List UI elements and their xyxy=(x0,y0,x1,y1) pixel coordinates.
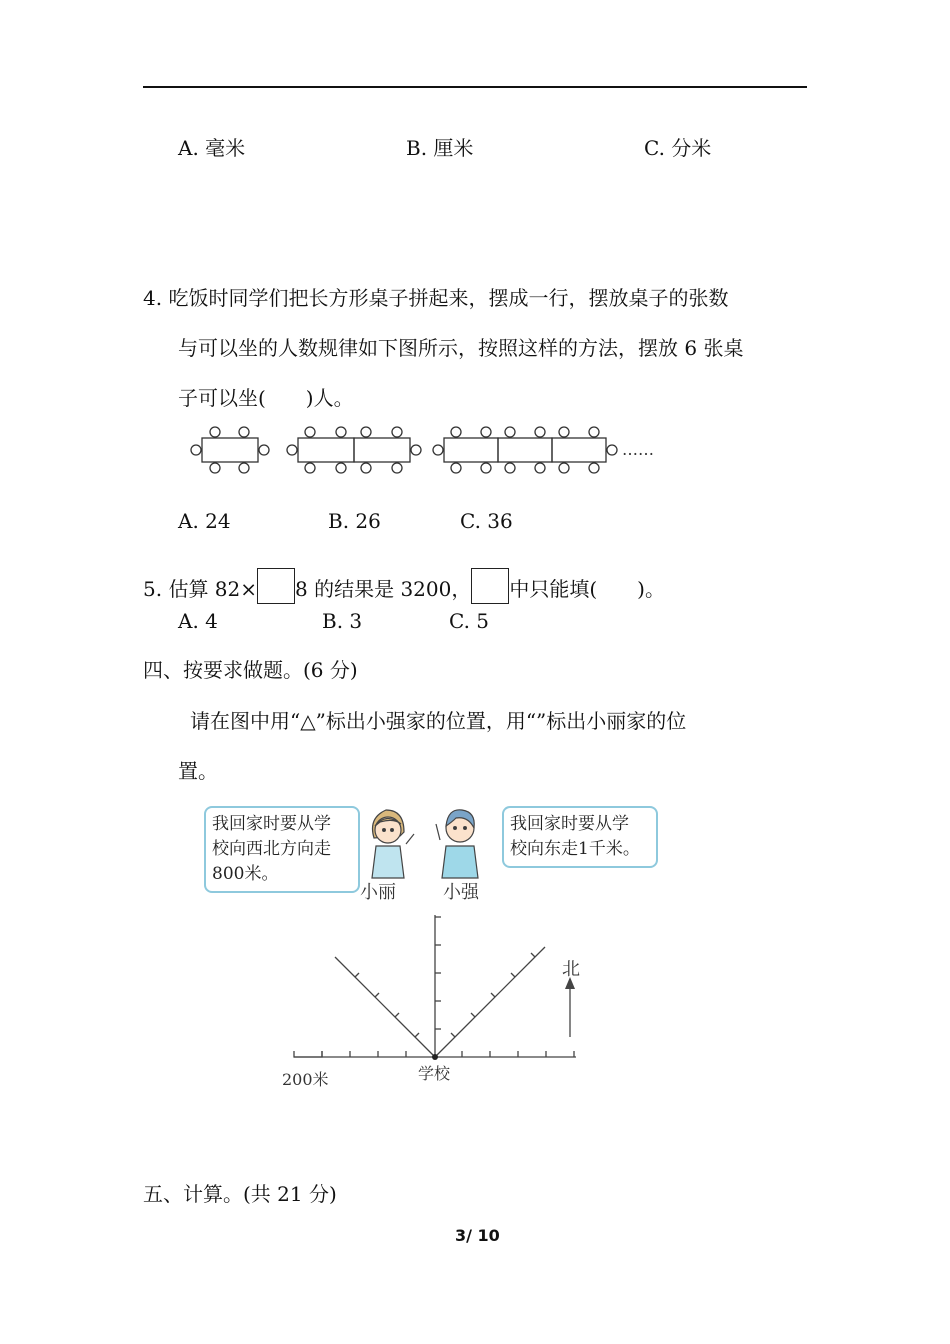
northwest-ray xyxy=(335,957,435,1057)
section4-text-line2: 置。 xyxy=(178,759,218,783)
section4-heading: 四、按要求做题。(6 分) xyxy=(143,658,358,682)
axis-ticks xyxy=(322,1051,574,1057)
table-pattern-figure xyxy=(186,422,666,478)
q3-option-c[interactable]: C. 分米 xyxy=(644,136,712,160)
children-illustration xyxy=(360,800,490,880)
blank-box-2[interactable] xyxy=(471,568,509,604)
scale-bar xyxy=(294,1051,322,1057)
page-number: 3/ 10 xyxy=(455,1226,500,1245)
name-xiaoqiang: 小强 xyxy=(443,882,479,903)
boy-figure xyxy=(436,810,478,878)
q3-option-b[interactable]: B. 厘米 xyxy=(406,136,474,160)
girl-figure xyxy=(372,810,414,878)
bubble-left-line3: 800米。 xyxy=(212,864,279,884)
direction-map xyxy=(280,905,600,1100)
bubble-right-line1: 我回家时要从学 xyxy=(510,814,629,834)
blank-box-1[interactable] xyxy=(257,568,295,604)
q4-text-line3: 子可以坐( )人。 xyxy=(178,386,354,410)
northeast-ray xyxy=(435,947,545,1057)
q5-option-c[interactable]: C. 5 xyxy=(449,609,490,633)
scale-label: 200米 xyxy=(282,1070,329,1089)
q5-text-part3: 中只能填( )。 xyxy=(509,577,665,601)
q4-text-line2: 与可以坐的人数规律如下图所示，按照这样的方法，摆放 6 张桌 xyxy=(178,336,744,360)
pattern-ellipsis: …… xyxy=(622,440,654,459)
bubble-left-line1: 我回家时要从学 xyxy=(212,814,331,834)
table-group-3 xyxy=(433,427,617,473)
bubble-right-line2: 校向东走1千米。 xyxy=(510,839,640,859)
q3-option-a[interactable]: A. 毫米 xyxy=(178,136,246,160)
section4-text-line1: 请在图中用“△”标出小强家的位置，用“”标出小丽家的位 xyxy=(190,709,687,733)
q5-option-a[interactable]: A. 4 xyxy=(178,609,218,633)
bubble-left-line2: 校向西北方向走 xyxy=(212,839,331,859)
north-label: 北 xyxy=(562,959,580,980)
school-point xyxy=(432,1054,438,1060)
top-rule xyxy=(143,86,807,88)
q4-option-b[interactable]: B. 26 xyxy=(328,509,381,533)
q5-text-part1: 5. 估算 82× xyxy=(143,577,258,601)
speech-bubble-xiaoqiang xyxy=(502,806,658,868)
q4-option-a[interactable]: A. 24 xyxy=(178,509,231,533)
q5-question xyxy=(143,568,665,604)
q4-option-c[interactable]: C. 36 xyxy=(460,509,513,533)
q5-text-part2: 8 的结果是 3200， xyxy=(295,577,472,601)
table-group-2 xyxy=(287,427,421,473)
q5-option-b[interactable]: B. 3 xyxy=(322,609,363,633)
speech-bubble-xiaoli xyxy=(204,806,360,893)
table-group-1 xyxy=(191,427,269,473)
name-xiaoli: 小丽 xyxy=(360,882,396,903)
school-label: 学校 xyxy=(418,1064,451,1083)
section5-heading: 五、计算。(共 21 分) xyxy=(143,1182,337,1206)
q4-text-line1: 4. 吃饭时同学们把长方形桌子拼起来，摆成一行，摆放桌子的张数 xyxy=(143,286,729,310)
